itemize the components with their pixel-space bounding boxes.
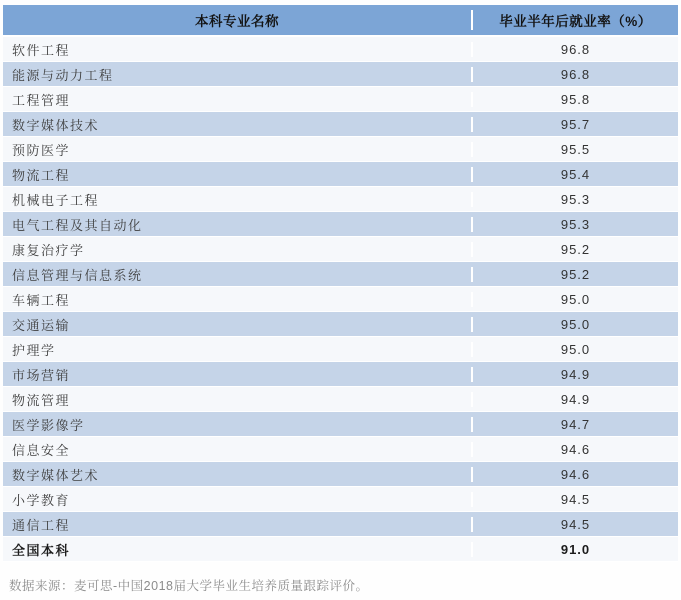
rate-cell: 94.5 (471, 517, 678, 532)
rate-cell: 91.0 (471, 542, 678, 557)
table-row (3, 487, 678, 512)
table-row (3, 237, 678, 262)
employment-rate-table (3, 5, 678, 562)
table-row (3, 412, 678, 437)
major-cell: 物流工程 (12, 167, 71, 183)
rate-cell: 95.0 (471, 317, 678, 332)
table-row (3, 112, 678, 137)
rate-cell: 94.5 (471, 492, 678, 507)
table-row (3, 87, 678, 112)
major-cell: 软件工程 (12, 42, 71, 58)
header-employment-rate: 毕业半年后就业率（%） (471, 10, 678, 30)
rate-cell: 95.0 (471, 342, 678, 357)
table-row (3, 162, 678, 187)
table-row (3, 462, 678, 487)
rate-cell: 95.3 (471, 192, 678, 207)
table-row (3, 287, 678, 312)
major-cell: 信息管理与信息系统 (12, 267, 143, 283)
rate-cell: 94.9 (471, 392, 678, 407)
rate-cell: 95.2 (471, 242, 678, 257)
data-source-note: 数据来源：麦可思-中国2018届大学毕业生培养质量跟踪评价。 (9, 579, 369, 593)
header-major-name: 本科专业名称 (195, 14, 279, 29)
major-cell: 康复治疗学 (12, 242, 85, 258)
rate-cell: 95.3 (471, 217, 678, 232)
table-row (3, 387, 678, 412)
table-row (3, 512, 678, 537)
rate-cell: 95.8 (471, 92, 678, 107)
major-cell: 数字媒体技术 (12, 117, 100, 133)
major-cell: 信息安全 (12, 442, 71, 458)
rate-cell: 95.5 (471, 142, 678, 157)
rate-cell: 94.9 (471, 367, 678, 382)
major-cell: 交通运输 (12, 317, 71, 333)
table-row (3, 312, 678, 337)
rate-cell: 95.4 (471, 167, 678, 182)
table-row (3, 337, 678, 362)
rate-cell: 96.8 (471, 42, 678, 57)
rate-cell: 95.7 (471, 117, 678, 132)
table-body (3, 37, 678, 562)
major-cell: 数字媒体艺术 (12, 467, 100, 483)
table-row (3, 437, 678, 462)
major-cell: 小学教育 (12, 492, 71, 508)
rate-cell: 94.6 (471, 467, 678, 482)
major-cell: 电气工程及其自动化 (12, 217, 143, 233)
table-row (3, 262, 678, 287)
major-cell: 车辆工程 (12, 292, 71, 308)
table-row (3, 362, 678, 387)
rate-cell: 94.6 (471, 442, 678, 457)
major-cell: 机械电子工程 (12, 192, 100, 208)
major-cell: 物流管理 (12, 392, 71, 408)
major-cell: 能源与动力工程 (12, 67, 114, 83)
major-cell: 全国本科 (12, 542, 71, 558)
rate-cell: 96.8 (471, 67, 678, 82)
table-row (3, 62, 678, 87)
major-cell: 医学影像学 (12, 417, 85, 433)
major-cell: 预防医学 (12, 142, 71, 158)
major-cell: 工程管理 (12, 92, 71, 108)
major-cell: 通信工程 (12, 517, 71, 533)
rate-cell: 95.0 (471, 292, 678, 307)
rate-cell: 95.2 (471, 267, 678, 282)
major-cell: 市场营销 (12, 367, 71, 383)
table-row (3, 537, 678, 562)
table-row (3, 137, 678, 162)
table-row (3, 187, 678, 212)
table-row (3, 37, 678, 62)
table-header-row (3, 5, 678, 37)
table-row (3, 212, 678, 237)
major-cell: 护理学 (12, 342, 56, 358)
rate-cell: 94.7 (471, 417, 678, 432)
